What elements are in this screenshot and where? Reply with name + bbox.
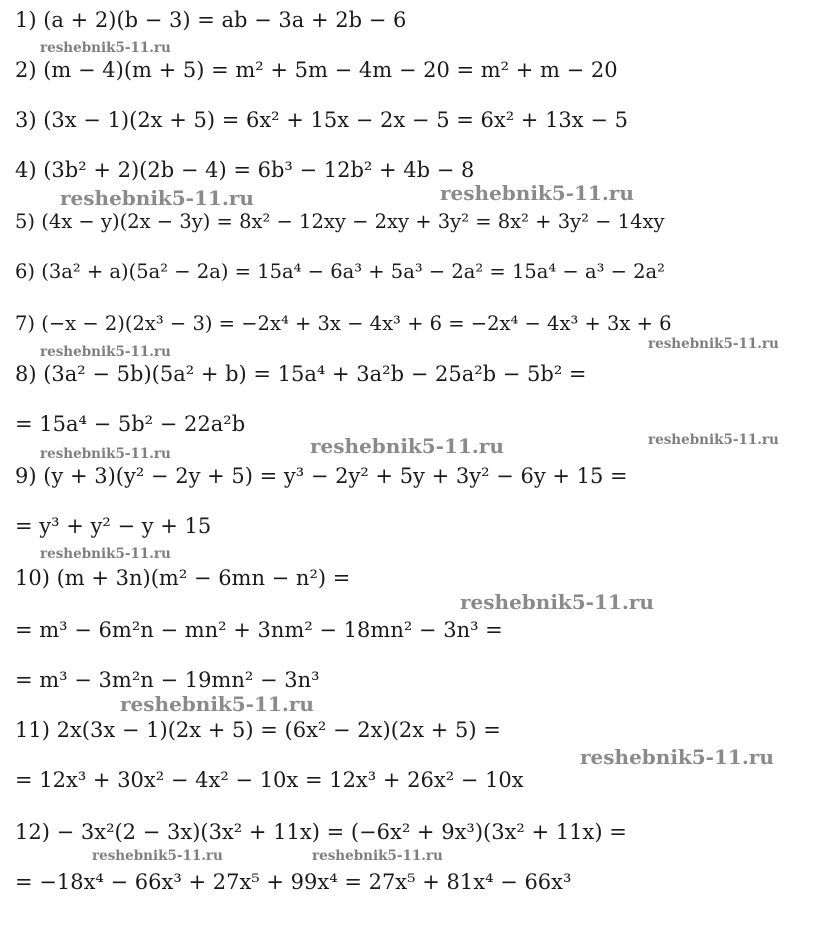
solution-line-14: = m³ − 3m²n − 19mn² − 3n³ xyxy=(15,668,320,692)
solution-line-13: = m³ − 6m²n − mn² + 3nm² − 18mn² − 3n³ = xyxy=(15,618,503,642)
solution-line-2: 2) (m − 4)(m + 5) = m² + 5m − 4m − 20 = m² + m − 20 xyxy=(15,58,618,82)
solution-line-5: 5) (4x − y)(2x − 3y) = 8x² − 12xy − 2xy + 3y² = 8x² + 3y² − 14xy xyxy=(15,210,665,233)
watermark: reshebnik5-11.ru xyxy=(648,336,779,352)
watermark: reshebnik5-11.ru xyxy=(40,40,171,56)
watermark: reshebnik5-11.ru xyxy=(440,181,634,205)
solution-line-17: 12) − 3x²(2 − 3x)(3x² + 11x) = (−6x² + 9x³)(3x² + 11x) = xyxy=(15,820,627,844)
solution-line-18: = −18x⁴ − 66x³ + 27x⁵ + 99x⁴ = 27x⁵ + 81x⁴ − 66x³ xyxy=(15,870,572,894)
watermark: reshebnik5-11.ru xyxy=(310,434,504,458)
solution-line-10: 9) (y + 3)(y² − 2y + 5) = y³ − 2y² + 5y + 3y² − 6y + 15 = xyxy=(15,464,628,488)
solution-line-8: 8) (3a² − 5b)(5a² + b) = 15a⁴ + 3a²b − 25a²b − 5b² = xyxy=(15,362,587,386)
solution-line-4: 4) (3b² + 2)(2b − 4) = 6b³ − 12b² + 4b − 8 xyxy=(15,158,475,182)
watermark: reshebnik5-11.ru xyxy=(40,446,171,462)
watermark: reshebnik5-11.ru xyxy=(580,745,774,769)
solution-line-7: 7) (−x − 2)(2x³ − 3) = −2x⁴ + 3x − 4x³ + 6 = −2x⁴ − 4x³ + 3x + 6 xyxy=(15,312,672,335)
watermark: reshebnik5-11.ru xyxy=(460,590,654,614)
solution-line-9: = 15a⁴ − 5b² − 22a²b xyxy=(15,412,246,436)
watermark: reshebnik5-11.ru xyxy=(92,848,223,864)
solution-line-6: 6) (3a² + a)(5a² − 2a) = 15a⁴ − 6a³ + 5a³ − 2a² = 15a⁴ − a³ − 2a² xyxy=(15,260,665,283)
watermark: reshebnik5-11.ru xyxy=(648,432,779,448)
solution-line-11: = y³ + y² − y + 15 xyxy=(15,514,212,538)
watermark: reshebnik5-11.ru xyxy=(120,692,314,716)
watermark: reshebnik5-11.ru xyxy=(40,546,171,562)
solution-line-16: = 12x³ + 30x² − 4x² − 10x = 12x³ + 26x² − 10x xyxy=(15,768,524,792)
watermark: reshebnik5-11.ru xyxy=(312,848,443,864)
solution-line-3: 3) (3x − 1)(2x + 5) = 6x² + 15x − 2x − 5 = 6x² + 13x − 5 xyxy=(15,108,628,132)
solution-line-15: 11) 2x(3x − 1)(2x + 5) = (6x² − 2x)(2x + 5) = xyxy=(15,718,501,742)
watermark: reshebnik5-11.ru xyxy=(40,344,171,360)
solution-line-12: 10) (m + 3n)(m² − 6mn − n²) = xyxy=(15,566,351,590)
watermark: reshebnik5-11.ru xyxy=(60,186,254,210)
solution-line-1: 1) (a + 2)(b − 3) = ab − 3a + 2b − 6 xyxy=(15,8,407,32)
